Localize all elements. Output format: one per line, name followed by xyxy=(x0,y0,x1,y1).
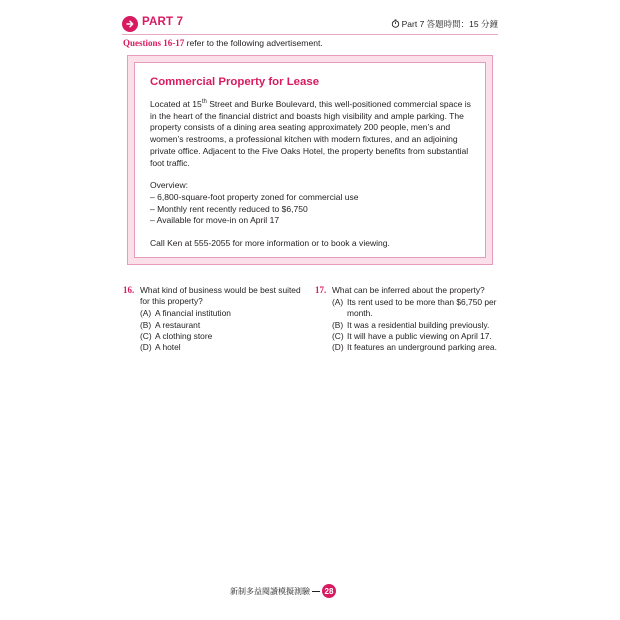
answer-option-d[interactable]: (D) A hotel xyxy=(140,342,181,353)
page-number: 28 xyxy=(322,584,336,598)
overview-item: – 6,800-square-foot property zoned for commercial use xyxy=(150,191,359,202)
stopwatch-icon xyxy=(391,19,400,30)
contact-line: Call Ken at 555-2055 for more information or to book a viewing. xyxy=(150,238,390,249)
arrow-right-circle-icon xyxy=(122,16,138,32)
questions-intro xyxy=(123,38,323,48)
question-16 xyxy=(123,285,303,353)
page-header xyxy=(122,16,498,34)
answer-option-a[interactable]: (A) Its rent used to be more than $6,750 per month. xyxy=(332,297,497,319)
overview-item: – Available for move-in on April 17 xyxy=(150,215,280,226)
part-title: PART 7 xyxy=(142,16,184,28)
overview-list xyxy=(150,192,471,227)
book-title: 新制多益閱讀模擬測驗 xyxy=(230,586,310,596)
question-number: 16. xyxy=(123,285,135,295)
timer-text: Part 7 答題時間：15 分鐘 xyxy=(401,19,498,29)
page-footer xyxy=(230,584,336,598)
advertisement-content xyxy=(134,62,486,258)
answer-options xyxy=(140,308,303,353)
advertisement-description: Located at 15th Street and Burke Boulevard, this well-positioned commercial space is in the heart of the financial district and boasts high visibility and ample parking. The property consists of a dining area seating approximately 200 people, men’s and women’s restrooms, a professional kitchen with modern fixtures, and an adjoining private office. Adjacent to the Five Oaks Hotel, the property benefits from substantial foot traffic. xyxy=(150,99,471,168)
answer-option-b[interactable]: (B) A restaurant xyxy=(140,319,201,330)
answer-option-b[interactable]: (B) It was a residential building previously. xyxy=(332,319,490,330)
header-divider xyxy=(122,34,498,35)
overview-item: – Monthly rent recently reduced to $6,750 xyxy=(150,203,308,214)
advertisement-title: Commercial Property for Lease xyxy=(150,76,320,88)
question-number: 17. xyxy=(315,285,327,295)
advertisement-box xyxy=(127,55,493,265)
answer-option-d[interactable]: (D) It features an underground parking area. xyxy=(332,342,497,353)
answer-option-c[interactable]: (C) A clothing store xyxy=(140,330,213,341)
overview-label: Overview: xyxy=(150,180,188,191)
question-text: What can be inferred about the property? xyxy=(332,285,485,295)
answer-option-c[interactable]: (C) It will have a public viewing on April 17. xyxy=(332,330,492,341)
question-range: Questions 16-17 xyxy=(123,38,185,48)
timer-label xyxy=(391,18,498,30)
footer-divider xyxy=(312,591,320,592)
answer-options xyxy=(332,297,500,353)
question-text: What kind of business would be best suited for this property? xyxy=(140,285,301,307)
answer-option-a[interactable]: (A) A financial institution xyxy=(140,308,231,319)
intro-text: refer to the following advertisement. xyxy=(184,38,323,48)
question-17 xyxy=(315,285,500,353)
